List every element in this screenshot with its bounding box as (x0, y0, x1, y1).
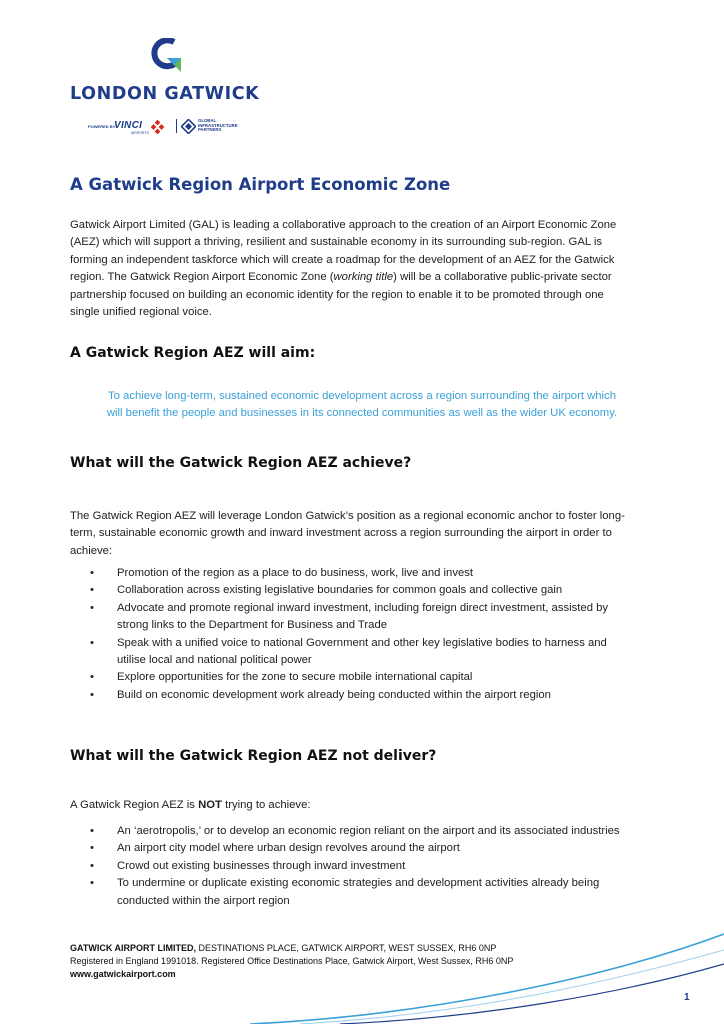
partner-separator (176, 119, 177, 133)
list-item-text: An ‘aerotropolis,’ or to develop an economic region reliant on the airport and its associated industries (117, 825, 620, 837)
page-number: 1 (684, 992, 690, 1003)
aim-line-1: To achieve long-term, sustained economic development across a region surrounding the airport which (107, 390, 616, 402)
not-deliver-list (70, 823, 690, 910)
list-item (70, 687, 690, 704)
list-item (70, 823, 690, 840)
intro-line-3: forming an independent taskforce which will create a roadmap for the development of an AEZ for the Gatwick (70, 253, 615, 266)
achieve-heading: What will the Gatwick Region AEZ achieve? (70, 455, 412, 471)
list-item (70, 840, 690, 857)
intro-line-6: single unified regional voice. (70, 306, 212, 318)
list-item-text: Collaboration across existing legislative boundaries for common goals and collective gain (117, 584, 563, 597)
bullet: • (90, 859, 94, 872)
bullet: • (90, 671, 94, 684)
footer-line-1 (70, 942, 513, 955)
bullet: • (90, 842, 94, 855)
list-item (70, 635, 690, 670)
aim-line-2: will benefit the people and businesses in its connected communities as well as the wider UK economy. (106, 407, 618, 420)
not-deliver-intro-post: trying to achieve: (221, 799, 311, 811)
list-item (70, 582, 690, 599)
vinci-logo-text: VINCI (114, 120, 143, 131)
achieve-intro-line-1: The Gatwick Region AEZ will leverage London Gatwick’s position as a regional economic anchor to foster long- (70, 510, 625, 522)
list-item-text: Speak with a unified voice to national Government and other key legislative bodies to harness and (117, 636, 607, 649)
intro-line-2: (AEZ) which will support a thriving, resilient and sustainable economy in its surrounding sub-region. GAL is (70, 236, 603, 249)
not-emphasis: NOT (198, 799, 222, 811)
bullet: • (90, 636, 94, 649)
list-item (70, 565, 690, 582)
achieve-list (70, 565, 690, 704)
vinci-airports-label: AIRPORTS (131, 131, 149, 135)
working-title-italic: working title (333, 271, 394, 284)
list-item-text: Advocate and promote regional inward investment, including foreign direct investment, assisted by (117, 601, 609, 614)
list-item-text: conducted within the airport region (117, 894, 290, 907)
gip-logo-icon (181, 119, 196, 134)
powered-by-label: POWERED BY (88, 124, 116, 129)
gatwick-logo-mark-icon (150, 38, 184, 78)
bullet: • (90, 584, 94, 597)
achieve-intro-line-3: achieve: (70, 544, 113, 557)
list-item-text: Build on economic development work already being conducted within the airport region (117, 688, 551, 701)
bullet: • (90, 601, 94, 614)
aim-heading: A Gatwick Region AEZ will aim: (70, 345, 316, 361)
list-item (70, 600, 690, 635)
list-item-text: Explore opportunities for the zone to secure mobile international capital (117, 671, 473, 684)
not-deliver-intro (70, 797, 311, 814)
footer (70, 942, 513, 982)
achieve-intro-line-2: term, sustainable economic growth and inward investment across a region surrounding the airport in order to (70, 527, 612, 540)
bullet: • (90, 877, 94, 890)
not-deliver-heading: What will the Gatwick Region AEZ not deliver? (70, 748, 437, 764)
intro-line-4 (70, 269, 612, 286)
list-item (70, 858, 690, 875)
list-item-text: Crowd out existing businesses through inward investment (117, 859, 406, 872)
list-item (70, 669, 690, 686)
bullet: • (90, 688, 94, 701)
list-item-text: To undermine or duplicate existing economic strategies and development activities already being (117, 877, 600, 890)
intro-line-4-post: ) will be a collaborative public-private sector (393, 271, 612, 284)
vinci-diamond-icon (151, 120, 165, 134)
footer-company-name: GATWICK AIRPORT LIMITED, (70, 943, 196, 953)
footer-line-2: Registered in England 1991018. Registered Office Destinations Place, Gatwick Airport, West Sussex, RH6 0NP (70, 956, 514, 967)
page-title: A Gatwick Region Airport Economic Zone (70, 175, 451, 194)
list-item-text: Promotion of the region as a place to do business, work, live and invest (117, 567, 474, 579)
list-item-text: An airport city model where urban design revolves around the airport (117, 842, 460, 855)
bullet: • (90, 825, 94, 837)
gip-logo-text: GLOBAL INFRASTRUCTURE PARTNERS (198, 118, 238, 133)
bullet: • (90, 567, 94, 579)
footer-website-link[interactable]: www.gatwickairport.com (70, 969, 176, 980)
intro-line-1: Gatwick Airport Limited (GAL) is leading a collaborative approach to the creation of an Airport Economic Zone (70, 219, 617, 231)
intro-line-4-pre: region. The Gatwick Region Airport Economic Zone ( (70, 271, 334, 284)
brand-name: LONDON GATWICK (70, 84, 260, 104)
list-item-text: utilise local and national political power (117, 654, 312, 667)
list-item (70, 875, 690, 910)
list-item-text: strong links to the Department for Business and Trade (117, 619, 388, 632)
footer-address: DESTINATIONS PLACE, GATWICK AIRPORT, WEST SUSSEX, RH6 0NP (196, 943, 497, 953)
intro-line-5: partnership focused on building an economic identity for the region to enable it to be promoted through one (70, 288, 604, 301)
not-deliver-intro-pre: A Gatwick Region AEZ is (70, 799, 199, 811)
